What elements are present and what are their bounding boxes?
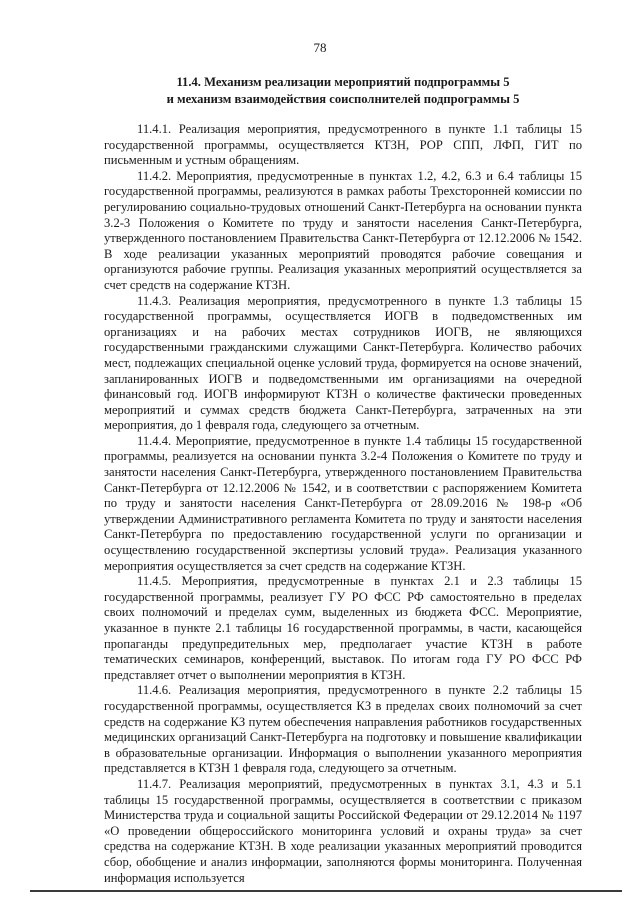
paragraph-11-4-5: 11.4.5. Мероприятия, предусмотренные в пунктах 2.1 и 2.3 таблицы 15 государственной программы, реализует ГУ РО ФСС РФ самостоятельно в пределах своих полномочий и пределах сумм, выделенных из бюджета ФСС. Мероприятие, указанное в пункте 2.1 таблицы 16 государственной программы, в части, касающейся пропаганды предупредительных мер, предполагает участие КТЗН в работе тематических семинаров, конференций, выставок. По итогам года ГУ РО ФСС РФ представляет отчет о выполнении мероприятия в КТЗН. [104, 574, 582, 682]
bottom-scan-edge [30, 890, 622, 892]
paragraph-11-4-3: 11.4.3. Реализация мероприятия, предусмотренного в пункте 1.3 таблицы 15 государственной программы, осуществляется ИОГВ в подведомственных им организациях и на рабочих местах сотрудников ИОГВ, не являющихся государственными гражданскими служащими Санкт-Петербурга. Количество рабочих мест, подлежащих специальной оценке условий труда, формируется на основе значений, запланированных ИОГВ и подведомственными им организациями на очередной финансовый год. ИОГВ информируют КТЗН о количестве фактически проведенных мероприятий и суммах средств бюджета Санкт-Петербурга, затраченных на эти мероприятия, до 1 февраля года, следующего за отчетным. [104, 293, 582, 433]
paragraph-11-4-1: 11.4.1. Реализация мероприятия, предусмотренного в пункте 1.1 таблицы 15 государственной программы, осуществляется КТЗН, РОР СПП, ЛФП, ГИТ по письменным и устным обращениям. [104, 122, 582, 168]
paragraph-11-4-7: 11.4.7. Реализация мероприятий, предусмотренных в пунктах 3.1, 4.3 и 5.1 таблицы 15 государственной программы, осуществляется в соответствии с приказом Министерства труда и социальной защиты Российской Федерации от 29.12.2014 № 1197 «О проведении общероссийского мониторинга условий и охраны труда» за счет средства на содержание КТЗН. В ходе реализации указанных мероприятий проводится сбор, обобщение и анализ информации, заполняются формы мониторинга. Полученная информация используется [104, 776, 582, 885]
page-number: 78 [313, 40, 327, 55]
paragraph-11-4-4: 11.4.4. Мероприятие, предусмотренное в пункте 1.4 таблицы 15 государственной программы, реализуется на основании пункта 3.2-4 Положения о Комитете по труду и занятости населения Санкт-Петербурга, утвержденного постановлением Правительства Санкт-Петербурга от 12.12.2006 № 1542, и в соответствии с распоряжением Комитета по труду и занятости населения Санкт-Петербурга от 28.09.2016 № 198-р «Об утверждении Административного регламента Комитета по труду и занятости населения Санкт-Петербурга по предоставлению государственной услуги по организации и осуществлению государственной экспертизы условий труда». Реализация указанного мероприятия осуществляется за счет средств на содержание КТЗН. [104, 433, 582, 573]
paragraph-11-4-2: 11.4.2. Мероприятия, предусмотренные в пунктах 1.2, 4.2, 6.3 и 6.4 таблицы 15 государственной программы, реализуются в рамках работы Трехсторонней комиссии по регулированию социально-трудовых отношений Санкт-Петербурга на основании пункта 3.2-3 Положения о Комитете по труду и занятости населения Санкт-Петербурга, утвержденного постановлением Правительства Санкт-Петербурга от 12.12.2006 № 1542. В ходе реализации указанных мероприятий проводятся рабочие совещания и организуются рабочие группы. Реализация указанных мероприятий осуществляется за счет средств на содержание КТЗН. [104, 168, 582, 292]
paragraph-11-4-6: 11.4.6. Реализация мероприятия, предусмотренного в пункте 2.2 таблицы 15 государственной программы, осуществляется КЗ в пределах своих полномочий за счет средств на содержание КЗ путем обеспечения направления работников государственных медицинских организаций Санкт-Петербурга на подготовку и повышение квалификации в образовательные организации. Информация о выполнении указанного мероприятия представляется в КТЗН 1 февраля года, следующего за отчетным. [104, 683, 582, 776]
body-text [104, 122, 582, 886]
heading-line-1: 11.4. Механизм реализации мероприятий подпрограммы 5 [176, 75, 510, 89]
heading-line-2: и механизм взаимодействия соисполнителей подпрограммы 5 [166, 92, 520, 106]
section-heading [104, 74, 582, 108]
